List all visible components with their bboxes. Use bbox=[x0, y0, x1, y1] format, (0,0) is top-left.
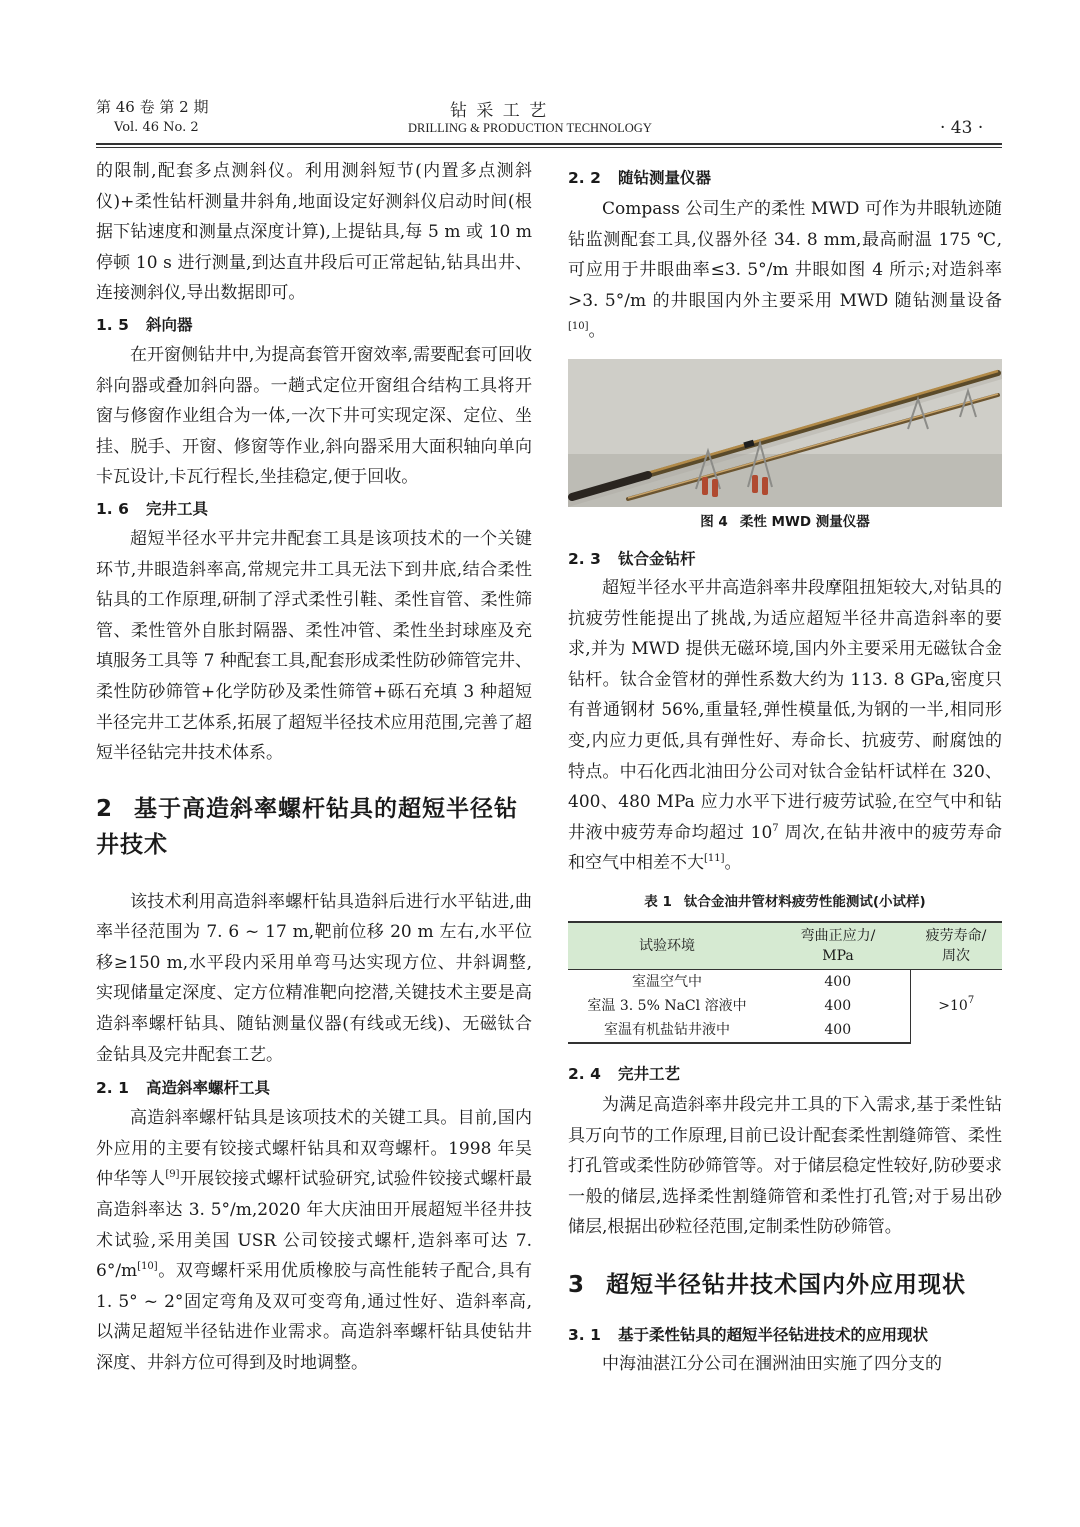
superscript-exponent: 7 bbox=[772, 822, 779, 834]
section-number: 1. 5 bbox=[96, 315, 129, 334]
header-rule bbox=[96, 143, 1002, 145]
cell-stress: 400 bbox=[824, 997, 852, 1014]
mwd-tool-illustration bbox=[568, 359, 1002, 507]
section-number: 3. 1 bbox=[568, 1325, 601, 1344]
journal-title-cn: 钻 采 工 艺 bbox=[450, 101, 549, 121]
section-2-text: 该技术利用高造斜率螺杆钻具造斜后进行水平钻进,曲率半径范围为 7. 6 ~ 17 m,靶前位移 20 m 左右,水平位移≥150 m,水平段内采用单弯马达实现方位、井斜调整,实现储量定深度、定方位精准靶向挖潜,关键技术主要是高造斜率螺杆钻具、随钻测量仪器(有线或无线)、无磁钛合金钻具及完井配套工艺。 bbox=[96, 891, 532, 1065]
volume-issue-en: Vol. 46 No. 2 bbox=[114, 120, 199, 135]
section-2-2-heading bbox=[568, 166, 1002, 190]
header-stress bbox=[766, 922, 910, 970]
text-run: 周次,在钻井液中的疲劳寿命和空气中相差不大 bbox=[568, 822, 1002, 874]
life-exponent: 7 bbox=[967, 995, 975, 1007]
section-title: 超短半径钻井技术国内外应用现状 bbox=[606, 1271, 966, 1298]
section-number: 2. 1 bbox=[96, 1079, 129, 1098]
intro-paragraph: 的限制,配套多点测斜仪。利用测斜短节(内置多点测斜仪)+柔性钻杆测量井斜角,地面设定好测斜仪启动时间(根据下钻速度和测量点深度计算),上提钻具,每 5 m 或 10 m 停顿 10 s 进行测量,到达直井段后可正常起钻,钻具出井、连接测斜仪,导出数据即可。 bbox=[96, 161, 532, 304]
life-value: >10 bbox=[938, 998, 968, 1015]
cell-stress: 400 bbox=[824, 973, 852, 990]
table-title: 钛合金油井管材料疲劳性能测试(小试样) bbox=[683, 893, 926, 910]
section-3-heading bbox=[568, 1267, 1002, 1303]
cell-env: 室温有机盐钻井液中 bbox=[568, 1018, 766, 1043]
section-title: 高造斜率螺杆工具 bbox=[146, 1079, 271, 1098]
table-number: 表 1 bbox=[644, 893, 672, 910]
text-run: 。双弯螺杆采用优质橡胶与高性能转子配合,具有 1. 5° ~ 2°固定弯角及双可变弯角,通过性好、造斜率高,以满足超短半径钻进作业需求。高造斜率螺杆钻具使钻井深度、井斜方位可得到及时地调整。 bbox=[96, 1261, 532, 1373]
figure-4-caption bbox=[568, 511, 1002, 533]
text-run: 。 bbox=[724, 853, 742, 874]
cell-life bbox=[910, 969, 1002, 1043]
section-title: 钛合金钻杆 bbox=[618, 549, 696, 568]
header-life bbox=[910, 922, 1002, 970]
section-2-heading bbox=[96, 791, 532, 863]
header-rule-thin bbox=[96, 147, 1002, 148]
journal-title-en: DRILLING & PRODUCTION TECHNOLOGY bbox=[408, 121, 652, 135]
header-stress-line1: 弯曲正应力/ bbox=[800, 927, 876, 944]
section-2-1-text bbox=[96, 1103, 532, 1378]
figure-4-photo bbox=[568, 359, 1002, 507]
citation-10: [10] bbox=[137, 1261, 158, 1273]
text-run: 超短半径水平井高造斜率井段摩阻扭矩较大,对钻具的抗疲劳性能提出了挑战,为适应超短半径井高造斜率的要求,并为 MWD 提供无磁环境,国内外主要采用无磁钛合金钻杆。钛合金管材的弹性系数大约为 113. 8 GPa,密度只有普通钢材 56%,重量轻,弹性模量低,为钢的一半,相同形变,内应力更低,具有弹性好、寿命长、抗疲劳、耐腐蚀的特点。中石化西北油田分公司对钛合金钻杆试样在 320、400、480 MPa 应力水平下进行疲劳试验,在空气中和钻井液中疲劳寿命均超过 10 bbox=[568, 577, 1002, 843]
cell-stress: 400 bbox=[766, 1018, 910, 1043]
section-2-3-heading bbox=[568, 547, 1002, 571]
section-2-4-heading bbox=[568, 1062, 1002, 1086]
section-1-5-text: 在开窗侧钻井中,为提高套管开窗效率,需要配套可回收斜向器或叠加斜向器。一趟式定位开窗组合结构工具将开窗与修窗作业组合为一体,一次下井可实现定深、定位、坐挂、脱手、开窗、修窗等作业,斜向器采用大面积轴向单向卡瓦设计,卡瓦行程长,坐挂稳定,便于回收。 bbox=[96, 344, 532, 488]
section-3-1-text: 中海油湛江分公司在涠洲油田实施了四分支的 bbox=[602, 1353, 942, 1374]
section-number: 2 bbox=[96, 795, 114, 822]
volume-issue-cn: 第 46 卷 第 2 期 bbox=[96, 98, 209, 116]
header-stress-line2: MPa bbox=[822, 947, 854, 964]
section-title: 基于高造斜率螺杆钻具的超短半径钻井技术 bbox=[96, 795, 518, 858]
section-2-1-heading bbox=[96, 1076, 532, 1100]
section-1-6-heading bbox=[96, 497, 532, 521]
section-title: 完井工具 bbox=[146, 499, 209, 518]
text-run: 。 bbox=[588, 321, 606, 342]
figure-number: 图 4 bbox=[700, 513, 728, 530]
table-row bbox=[568, 969, 1002, 994]
text-run: 开展铰接式螺杆试验研究,试验件铰接式螺杆最高造斜率达 3. 5°/m,2020 年大庆油田开展超短半径井技术试验,采用美国 USR 公司铰接式螺杆,造斜率可达 7. 6°/m bbox=[96, 1169, 533, 1282]
section-title: 基于柔性钻具的超短半径钻进技术的应用现状 bbox=[618, 1325, 929, 1344]
text-run: 高造斜率螺杆钻具是该项技术的关键工具。目前,国内外应用的主要有铰接式螺杆钻具和双弯螺杆。1998 年吴仲华等人 bbox=[96, 1108, 532, 1190]
section-number: 2. 2 bbox=[568, 169, 601, 187]
right-column bbox=[568, 156, 1002, 1379]
header-env: 试验环境 bbox=[568, 922, 766, 970]
table-1-caption bbox=[568, 891, 1002, 913]
section-title: 斜向器 bbox=[146, 315, 193, 334]
page-number: · 43 · bbox=[940, 118, 984, 138]
figure-title: 柔性 MWD 测量仪器 bbox=[739, 513, 870, 530]
section-3-1-heading bbox=[568, 1323, 1002, 1347]
table-header-row bbox=[568, 922, 1002, 970]
section-2-3-text bbox=[568, 573, 1002, 879]
section-number: 2. 4 bbox=[568, 1064, 601, 1083]
cell-env: 室温空气中 bbox=[632, 973, 702, 990]
header-life-line2: 周次 bbox=[942, 947, 970, 964]
cell-env: 室温 3. 5% NaCl 溶液中 bbox=[587, 997, 747, 1014]
text-run: Compass 公司生产的柔性 MWD 可作为井眼轨迹随钻监测配套工具,仪器外径 34. 8 mm,最高耐温 175 ℃,可应用于井眼曲率≤3. 5°/m 井眼如图 4 所示;对造斜率>3. 5°/m 的井眼国内外主要采用 MWD 随钻测量设备 bbox=[568, 199, 1002, 311]
header-life-line1: 疲劳寿命/ bbox=[925, 927, 987, 944]
section-number: 3 bbox=[568, 1271, 586, 1298]
section-number: 1. 6 bbox=[96, 499, 129, 518]
fatigue-table bbox=[568, 921, 1002, 1044]
section-1-6-text: 超短半径水平井完井配套工具是该项技术的一个关键环节,井眼造斜率高,常规完井工具无法下到井底,结合柔性钻具的工作原理,研制了浮式柔性引鞋、柔性盲管、柔性筛管、柔性管外自胀封隔器、柔性冲管、柔性坐封球座及充填服务工具等 7 种配套工具,配套形成柔性防砂筛管完井、柔性防砂筛管+化学防砂及柔性筛管+砾石充填 3 种超短半径完井工艺体系,拓展了超短半径技术应用范围,完善了超短半径钻完井技术体系。 bbox=[96, 528, 532, 764]
section-2-2-text bbox=[568, 194, 1002, 347]
section-title: 随钻测量仪器 bbox=[618, 169, 712, 187]
citation-9: [9] bbox=[165, 1169, 180, 1181]
section-1-5-heading bbox=[96, 313, 532, 337]
section-title: 完井工艺 bbox=[618, 1064, 681, 1083]
left-column bbox=[96, 156, 532, 1379]
citation-10: [10] bbox=[568, 321, 589, 333]
section-2-4-text: 为满足高造斜率井段完井工具的下入需求,基于柔性钻具万向节的工作原理,目前已设计配套柔性割缝筛管、柔性打孔管或柔性防砂筛管等。对于储层稳定性较好,防砂要求一般的储层,选择柔性割缝筛管和柔性打孔管;对于易出砂储层,根据出砂粒径范围,定制柔性防砂筛管。 bbox=[568, 1094, 1002, 1238]
citation-11: [11] bbox=[704, 853, 725, 865]
section-number: 2. 3 bbox=[568, 549, 601, 568]
